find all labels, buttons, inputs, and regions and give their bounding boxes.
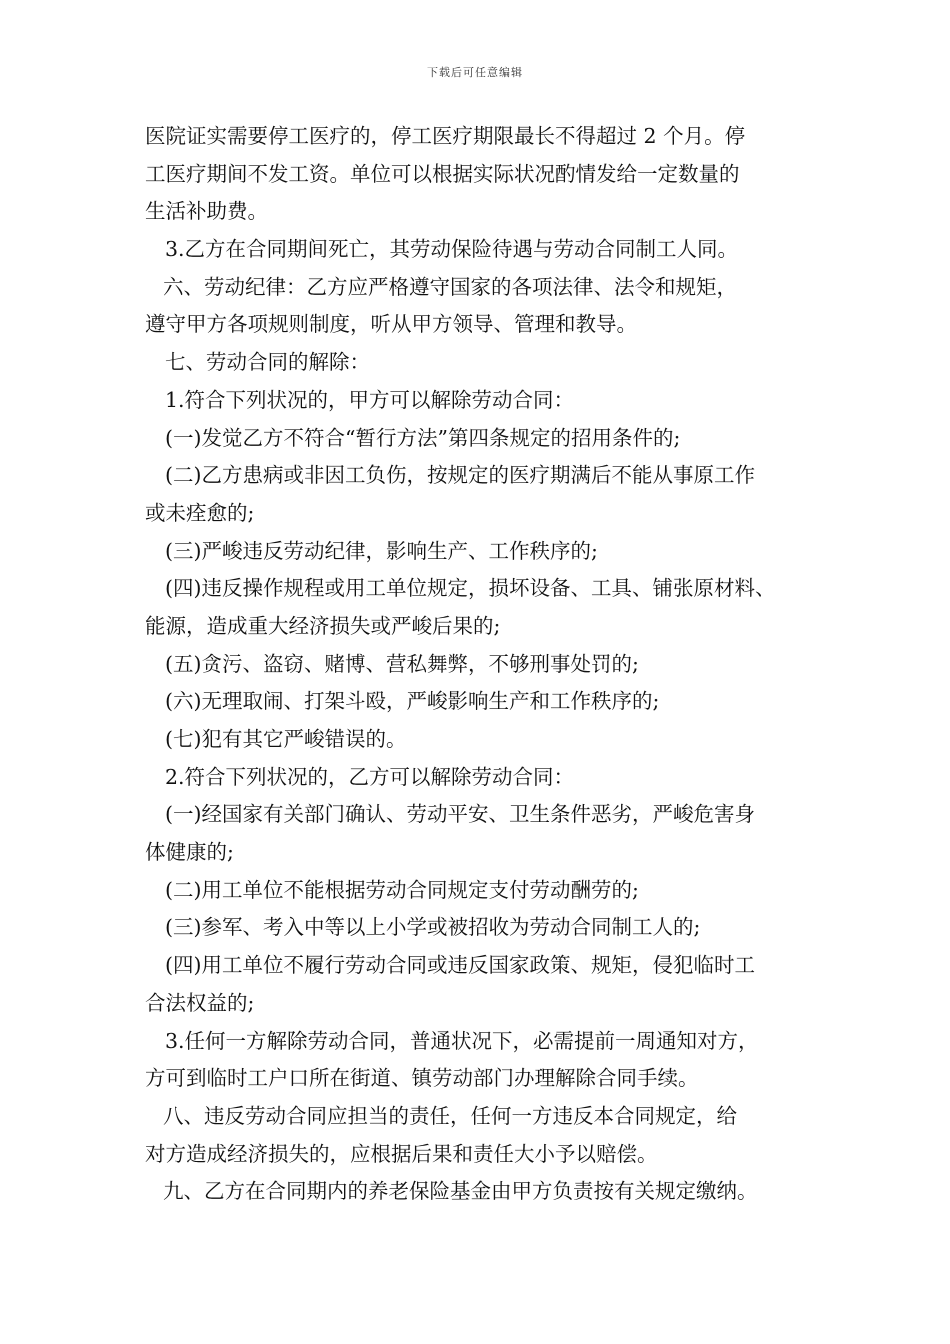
- text-line: (三)参军、考入中等以上小学或被招收为劳动合同制工人的;: [165, 915, 701, 940]
- text-line: 能源，造成重大经济损失或严峻后果的;: [145, 613, 501, 638]
- document-body: [145, 118, 825, 1211]
- text-line: 方可到临时工户口所在街道、镇劳动部门办理解除合同手续。: [145, 1066, 699, 1091]
- text-line: 1.符合下列状况的，甲方可以解除劳动合同：: [165, 387, 575, 412]
- text-line: 合法权益的;: [145, 990, 255, 1015]
- text-line: 九、乙方在合同期内的养老保险基金由甲方负责按有关规定缴纳。: [163, 1179, 758, 1204]
- text-line: 对方造成经济损失的，应根据后果和责任大小予以赔偿。: [145, 1141, 658, 1166]
- text-line: (三)严峻违反劳动纪律，影响生产、工作秩序的;: [165, 538, 598, 563]
- text-line: (六)无理取闹、打架斗殴，严峻影响生产和工作秩序的;: [165, 689, 660, 714]
- text-line: 遵守甲方各项规则制度，听从甲方领导、管理和教导。: [145, 312, 637, 337]
- text-line: 八、违反劳动合同应担当的责任，任何一方违反本合同规定，给: [163, 1103, 737, 1128]
- text-line: 或未痊愈的;: [145, 500, 255, 525]
- text-line: (四)违反操作规程或用工单位规定，损坏设备、工具、铺张原材料、: [165, 576, 776, 601]
- header-note: 下载后可任意编辑: [427, 66, 523, 79]
- text-line: 2.符合下列状况的，乙方可以解除劳动合同：: [165, 764, 575, 789]
- text-line: (四)用工单位不履行劳动合同或违反国家政策、规矩，侵犯临时工: [165, 953, 755, 978]
- text-line: (五)贪污、盗窃、赌博、营私舞弊，不够刑事处罚的;: [165, 651, 639, 676]
- text-line: (一)经国家有关部门确认、劳动平安、卫生条件恶劣，严峻危害身: [165, 802, 755, 827]
- text-line: 3.任何一方解除劳动合同，普通状况下，必需提前一周通知对方，: [165, 1028, 759, 1053]
- text-line: 七、劳动合同的解除：: [165, 350, 370, 375]
- text-line: (一)发觉乙方不符合“暂行方法”第四条规定的招用条件的;: [165, 425, 681, 450]
- text-line: (二)用工单位不能根据劳动合同规定支付劳动酬劳的;: [165, 877, 639, 902]
- text-line: 医院证实需要停工医疗的，停工医疗期限最长不得超过 2 个月。停: [145, 124, 746, 148]
- text-line: 3.乙方在合同期间死亡，其劳动保险待遇与劳动合同制工人同。: [165, 237, 739, 262]
- text-line: 工医疗期间不发工资。单位可以根据实际状况酌情发给一定数量的: [145, 161, 740, 186]
- text-line: (二)乙方患病或非因工负伤，按规定的医疗期满后不能从事原工作: [165, 463, 755, 488]
- text-line: 体健康的;: [145, 840, 234, 865]
- text-line: 生活补助费。: [145, 199, 268, 224]
- text-line: (七)犯有其它严峻错误的。: [165, 727, 407, 751]
- text-line: 六、劳动纪律：乙方应严格遵守国家的各项法律、法令和规矩，: [163, 274, 737, 299]
